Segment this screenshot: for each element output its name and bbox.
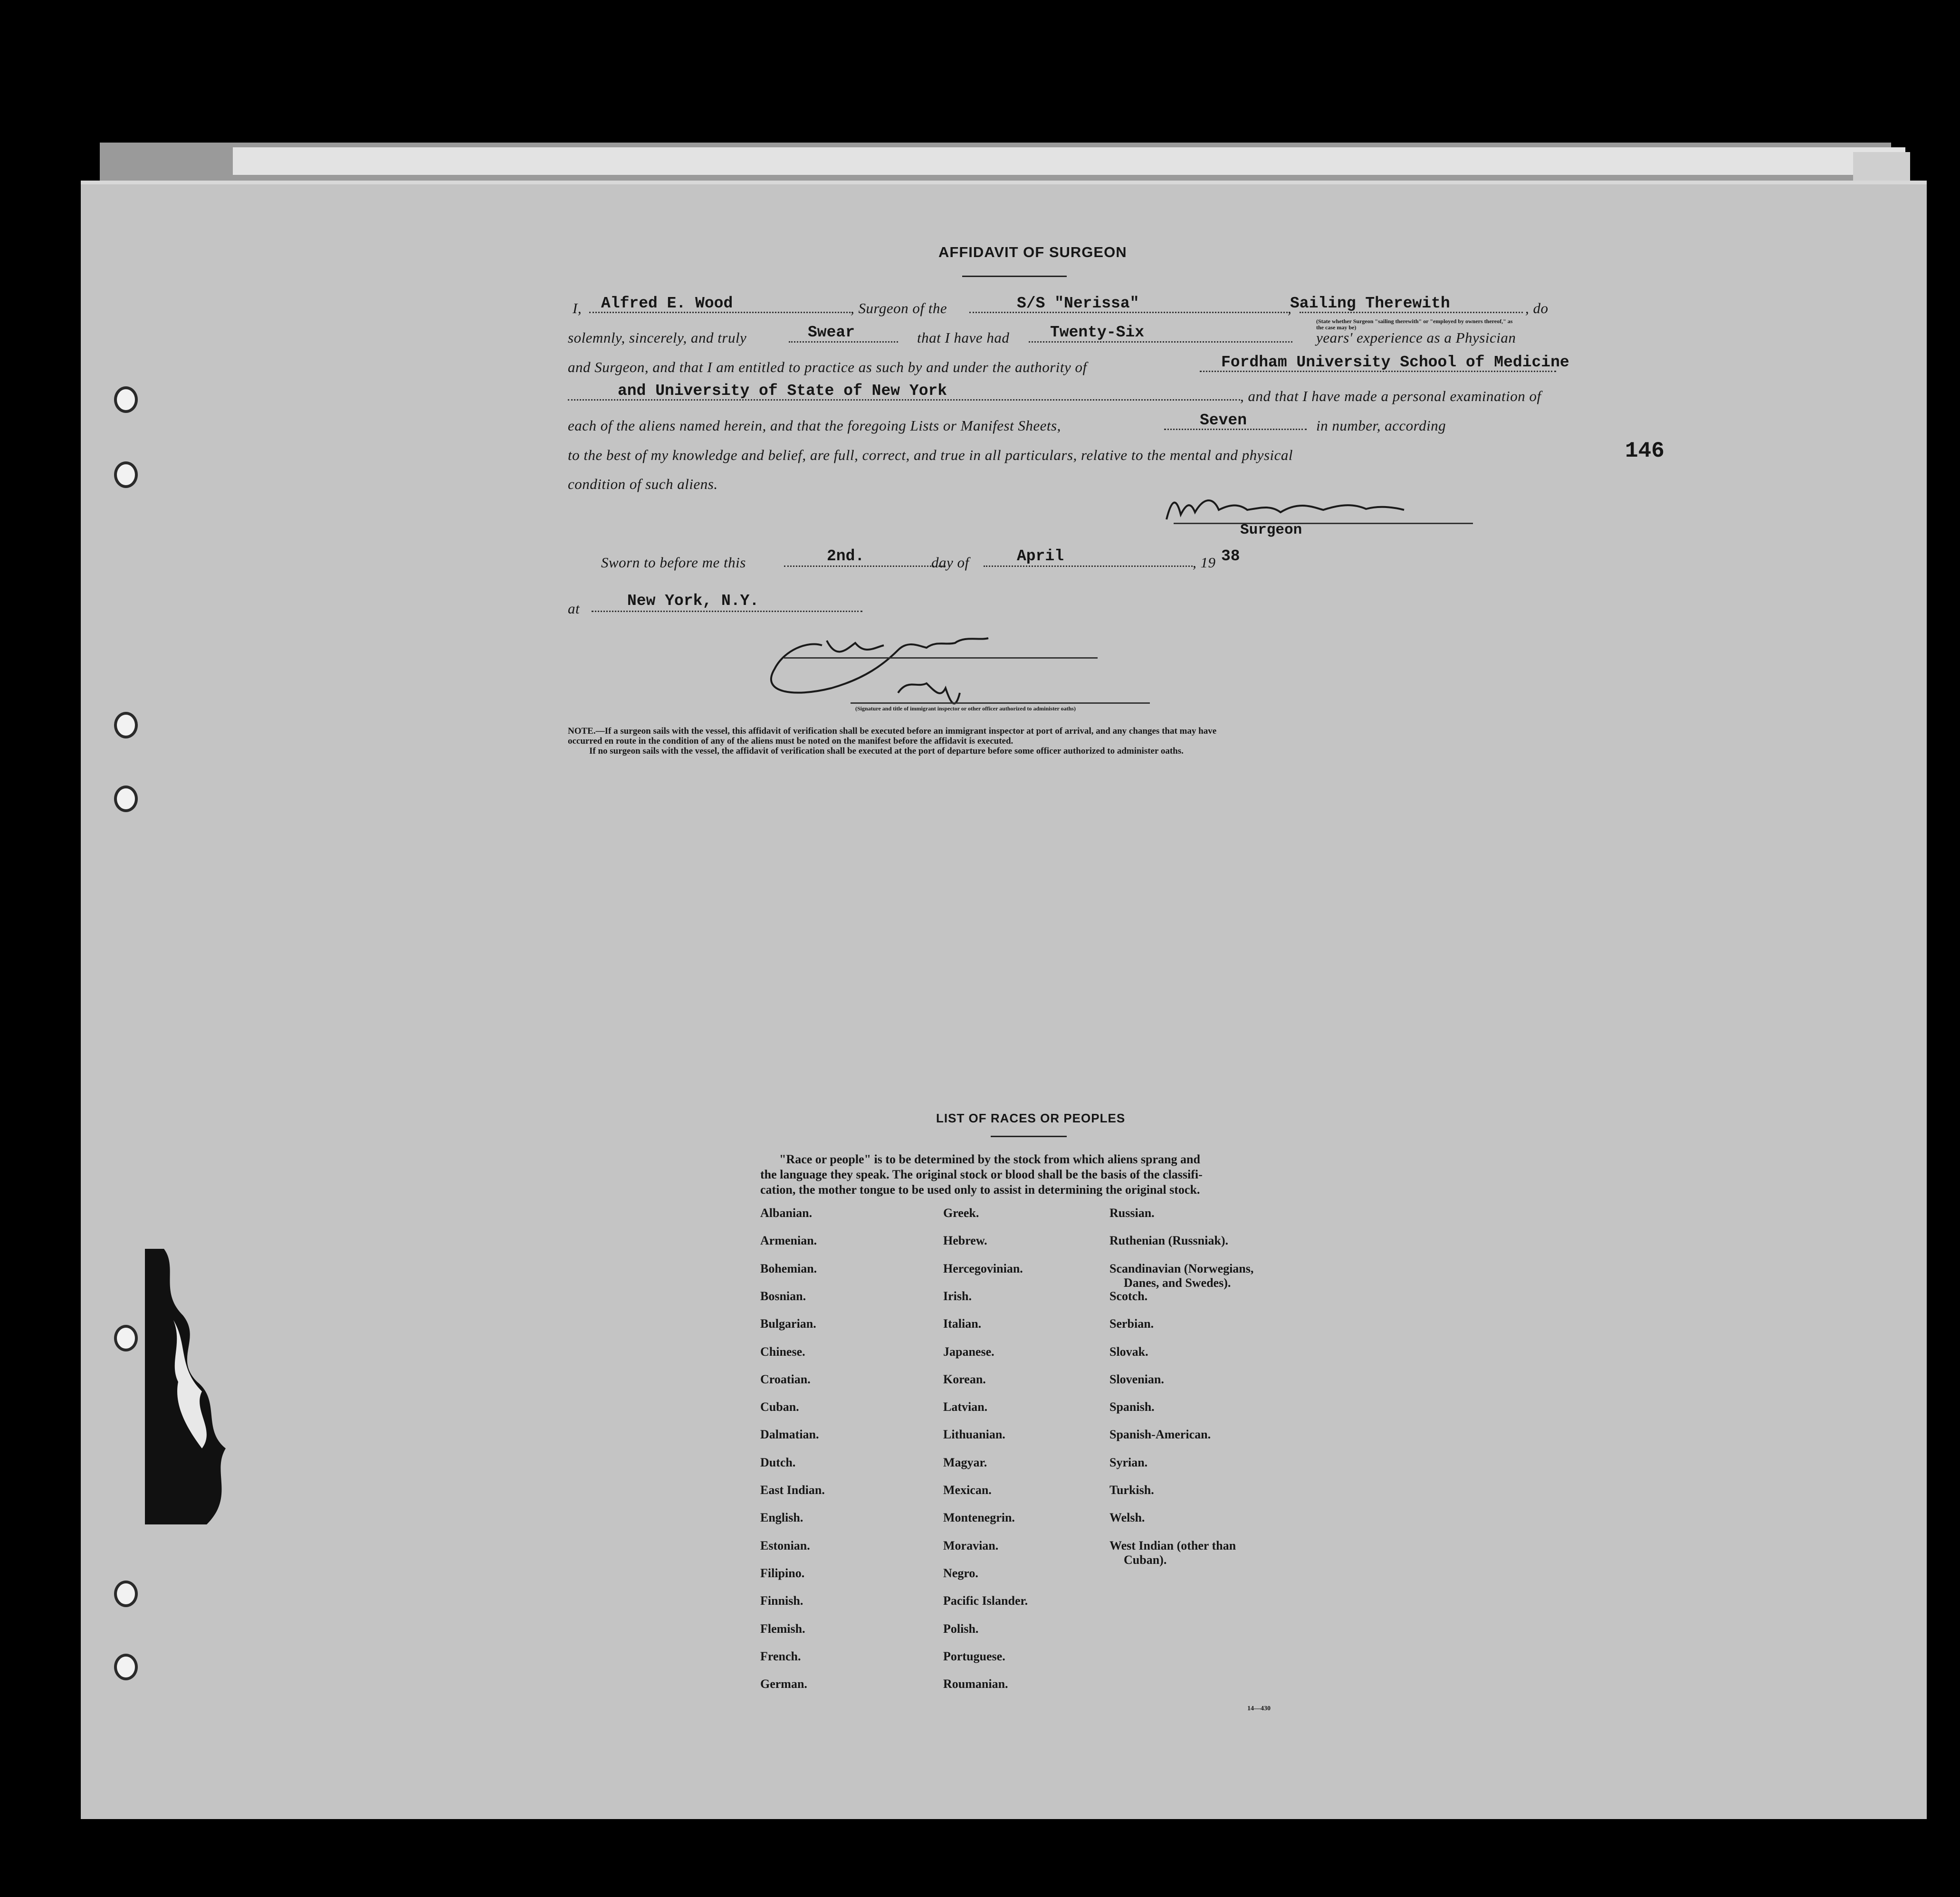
race-item: Scandinavian (Norwegians, bbox=[1109, 1262, 1254, 1275]
text-solemnly: solemnly, sincerely, and truly bbox=[568, 329, 747, 346]
binder-hole bbox=[114, 786, 138, 812]
race-item: Armenian. bbox=[760, 1234, 817, 1247]
races-title: LIST OF RACES OR PEOPLES bbox=[936, 1111, 1126, 1125]
text-nineteen: , 19 bbox=[1193, 554, 1216, 571]
title-rule bbox=[962, 276, 1067, 277]
form-number: 14—430 bbox=[1247, 1705, 1271, 1712]
binder-hole bbox=[114, 712, 138, 738]
race-item: Portuguese. bbox=[943, 1649, 1005, 1663]
race-item: Bohemian. bbox=[760, 1262, 817, 1275]
text-years: years' experience as a Physician bbox=[1316, 329, 1516, 346]
race-item: Moravian. bbox=[943, 1539, 999, 1552]
race-item: Slovenian. bbox=[1109, 1372, 1164, 1386]
race-item: Spanish-American. bbox=[1109, 1428, 1211, 1441]
oath-type: Swear bbox=[808, 324, 855, 341]
text-at: at bbox=[568, 600, 580, 617]
race-item: German. bbox=[760, 1677, 807, 1691]
races-intro-line2: the language they speak. The original stock or blood shall be the basis of the classifi- bbox=[760, 1168, 1203, 1181]
race-item: Syrian. bbox=[1109, 1456, 1148, 1469]
note-line2: occurred en route in the condition of any of the aliens must be noted on the manifest before the affidavit is executed. bbox=[568, 736, 1013, 746]
race-item: Negro. bbox=[943, 1566, 978, 1580]
capacity-note: (State whether Surgeon "sailing therewith" or "employed by owners thereof," as the case may be) bbox=[1316, 318, 1513, 331]
race-item: Spanish. bbox=[1109, 1400, 1155, 1414]
race-item: Roumanian. bbox=[943, 1677, 1008, 1691]
binder-hole bbox=[114, 1581, 138, 1607]
race-item: Serbian. bbox=[1109, 1317, 1154, 1331]
text-best-knowledge: to the best of my knowledge and belief, are full, correct, and true in all particulars, relative to the mental and physical bbox=[568, 447, 1293, 463]
sworn-month: April bbox=[1017, 547, 1064, 565]
note-line3: If no surgeon sails with the vessel, the affidavit of verification shall be executed at the port of departure before some officer authorized to administer oaths. bbox=[589, 746, 1184, 756]
text-day-of: day of bbox=[931, 554, 969, 571]
sworn-place: New York, N.Y. bbox=[627, 592, 759, 610]
text-sworn: Sworn to before me this bbox=[601, 554, 746, 571]
blank-line bbox=[1200, 371, 1556, 372]
race-item: Italian. bbox=[943, 1317, 982, 1331]
binder-hole bbox=[114, 461, 138, 488]
paper-edge-strip bbox=[233, 147, 1905, 175]
blank-line bbox=[1164, 429, 1307, 430]
binder-hole bbox=[114, 1654, 138, 1680]
page-number: 146 bbox=[1625, 439, 1664, 463]
text-comma: , bbox=[1288, 300, 1292, 316]
races-intro-line1: "Race or people" is to be determined by the stock from which aliens sprang and bbox=[779, 1152, 1200, 1166]
race-item: West Indian (other than bbox=[1109, 1539, 1236, 1552]
text-condition: condition of such aliens. bbox=[568, 476, 718, 492]
race-item: Lithuanian. bbox=[943, 1428, 1005, 1441]
torn-paper-edge bbox=[145, 1249, 245, 1524]
race-item: Hercegovinian. bbox=[943, 1262, 1023, 1275]
blank-line bbox=[589, 312, 851, 313]
blank-line bbox=[1300, 312, 1523, 313]
text-do: , do bbox=[1525, 300, 1549, 316]
surgeon-capacity: Sailing Therewith bbox=[1290, 295, 1450, 312]
sworn-year: 38 bbox=[1221, 547, 1240, 565]
race-item: Mexican. bbox=[943, 1483, 992, 1497]
manifest-page bbox=[81, 181, 1927, 1819]
race-item: Finnish. bbox=[760, 1594, 803, 1608]
races-intro-line3: cation, the mother tongue to be used only to assist in determining the original stock. bbox=[760, 1183, 1200, 1197]
inspector-title-line bbox=[851, 702, 1150, 704]
race-item: Croatian. bbox=[760, 1372, 811, 1386]
inspector-signature-line bbox=[784, 657, 1098, 659]
race-item: Latvian. bbox=[943, 1400, 988, 1414]
race-item: Slovak. bbox=[1109, 1345, 1148, 1359]
paper-edge-corner bbox=[1853, 152, 1910, 181]
race-item: Danes, and Swedes). bbox=[1124, 1276, 1231, 1290]
blank-line bbox=[789, 341, 898, 343]
race-item: Hebrew. bbox=[943, 1234, 987, 1247]
signature-title: Surgeon bbox=[1240, 522, 1302, 538]
blank-line bbox=[969, 312, 1288, 313]
race-item: Polish. bbox=[943, 1622, 979, 1636]
race-item: Ruthenian (Russniak). bbox=[1109, 1234, 1228, 1247]
race-item: Estonian. bbox=[760, 1539, 810, 1552]
race-item: Turkish. bbox=[1109, 1483, 1154, 1497]
authority-line2: and University of State of New York bbox=[618, 382, 947, 400]
race-item: Welsh. bbox=[1109, 1511, 1145, 1524]
authority-line1: Fordham University School of Medicine bbox=[1221, 354, 1569, 371]
signature-line bbox=[1174, 523, 1473, 524]
race-item: Chinese. bbox=[760, 1345, 805, 1359]
race-item: Irish. bbox=[943, 1289, 972, 1303]
text-each-alien: each of the aliens named herein, and that the foregoing Lists or Manifest Sheets, bbox=[568, 417, 1061, 434]
text-in-number: in number, according bbox=[1316, 417, 1446, 434]
blank-line bbox=[784, 565, 946, 567]
race-item: Albanian. bbox=[760, 1206, 813, 1220]
vessel-name: S/S "Nerissa" bbox=[1017, 295, 1139, 312]
text-i: I, bbox=[573, 300, 582, 316]
race-item: Cuban). bbox=[1124, 1553, 1167, 1567]
race-item: Flemish. bbox=[760, 1622, 805, 1636]
affidavit-title: AFFIDAVIT OF SURGEON bbox=[938, 244, 1127, 260]
binder-hole bbox=[114, 386, 138, 413]
sheet-count: Seven bbox=[1200, 412, 1247, 429]
races-title-rule bbox=[991, 1136, 1067, 1137]
race-item: Japanese. bbox=[943, 1345, 994, 1359]
text-surgeon-of: , Surgeon of the bbox=[851, 300, 947, 316]
text-that-i-have-had: that I have had bbox=[917, 329, 1010, 346]
race-item: French. bbox=[760, 1649, 801, 1663]
race-item: Cuban. bbox=[760, 1400, 799, 1414]
sworn-day: 2nd. bbox=[827, 547, 865, 565]
race-item: Dalmatian. bbox=[760, 1428, 819, 1441]
race-item: East Indian. bbox=[760, 1483, 825, 1497]
race-item: Magyar. bbox=[943, 1456, 987, 1469]
blank-line bbox=[984, 565, 1193, 567]
surgeon-name: Alfred E. Wood bbox=[601, 295, 733, 312]
race-item: Scotch. bbox=[1109, 1289, 1148, 1303]
text-examination: , and that I have made a personal examination of bbox=[1240, 388, 1541, 404]
race-item: Korean. bbox=[943, 1372, 986, 1386]
race-item: Filipino. bbox=[760, 1566, 805, 1580]
race-item: Greek. bbox=[943, 1206, 979, 1220]
blank-line bbox=[1029, 341, 1292, 343]
text-and-surgeon: and Surgeon, and that I am entitled to practice as such by and under the authority of bbox=[568, 359, 1087, 375]
blank-line bbox=[592, 611, 862, 612]
inspector-caption: (Signature and title of immigrant inspector or other officer authorized to administer oaths) bbox=[855, 705, 1076, 712]
race-item: Pacific Islander. bbox=[943, 1594, 1028, 1608]
race-item: Bulgarian. bbox=[760, 1317, 816, 1331]
note-line1: NOTE.—If a surgeon sails with the vessel, this affidavit of verification shall be executed before an immigrant inspector at port of arrival, and any changes that may have bbox=[568, 726, 1217, 736]
race-item: Dutch. bbox=[760, 1456, 796, 1469]
blank-line bbox=[568, 399, 1240, 401]
race-item: Bosnian. bbox=[760, 1289, 806, 1303]
race-item: English. bbox=[760, 1511, 803, 1524]
years-experience: Twenty-Six bbox=[1050, 324, 1145, 341]
race-item: Montenegrin. bbox=[943, 1511, 1015, 1524]
binder-hole bbox=[114, 1325, 138, 1351]
race-item: Russian. bbox=[1109, 1206, 1155, 1220]
